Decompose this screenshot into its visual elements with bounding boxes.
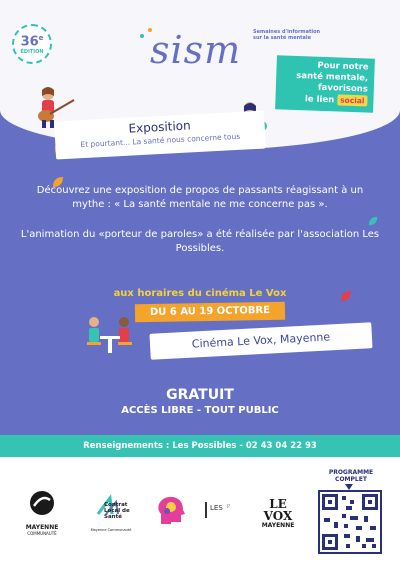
partner-name: LE VOX xyxy=(263,497,293,523)
qr-code[interactable] xyxy=(318,490,382,554)
svg-text:P: P xyxy=(227,504,231,510)
edition-label: ÉDITION xyxy=(20,49,44,56)
schedule-dates: DU 6 AU 19 OCTOBRE xyxy=(135,302,285,323)
partner-cls xyxy=(82,494,140,532)
edition-number: 36e xyxy=(20,34,44,50)
cafe-illustration xyxy=(82,312,138,358)
qr-title: PROGRAMME COMPLET xyxy=(328,469,374,483)
partner-sub: Mayenne Communauté xyxy=(90,528,132,532)
slogan-line: Pour notre xyxy=(317,60,369,73)
partner-mayenne xyxy=(18,490,66,536)
price-label: GRATUIT xyxy=(166,387,234,403)
partner-name: Contrat Local de Santé xyxy=(104,502,130,520)
qr-code-icon xyxy=(320,492,380,552)
access-label: ACCÈS LIBRE - TOUT PUBLIC xyxy=(121,405,279,416)
slogan-line: le lien social xyxy=(281,92,367,107)
slogan-line: favorisons xyxy=(317,82,369,95)
edition-badge xyxy=(12,24,52,64)
partner-les-possibles xyxy=(205,502,245,522)
les-possibles-logo-icon xyxy=(205,502,245,518)
exposition-title: Exposition xyxy=(128,118,192,136)
slogan-highlight: social xyxy=(337,94,368,106)
venue-label: Cinéma Le Vox, Mayenne xyxy=(149,322,372,360)
mayenne-logo-icon xyxy=(29,490,55,516)
schedule-hours: aux horaires du cinéma Le Vox xyxy=(113,288,287,299)
slogan-box xyxy=(275,55,375,112)
animation-paragraph: L'animation du «porteur de paroles» a été réalisée par l'association Les Possibles. xyxy=(20,229,380,254)
partner-name: MAYENNE xyxy=(25,524,59,531)
partner-sub: COMMUNAUTÉ xyxy=(27,531,57,536)
partner-le-vox xyxy=(256,498,300,529)
partner-head-logo xyxy=(150,494,190,532)
partner-sub: MAYENNE xyxy=(261,522,295,529)
exposition-subtitle: Et pourtant... La santé nous concerne tous xyxy=(80,131,241,150)
contact-bar: Renseignements : Les Possibles - 02 43 04 22 93 xyxy=(0,435,400,457)
svg-text:LES: LES xyxy=(210,504,223,512)
intro-paragraph: Découvrez une exposition de propos de passants réagissant à un mythe : « La santé mentale ne me concerne pas ». xyxy=(36,185,364,210)
sism-logo: sism xyxy=(150,28,242,72)
slogan-line: santé mentale, xyxy=(296,70,369,84)
head-profile-icon xyxy=(153,494,187,528)
leaf-icon xyxy=(368,216,378,226)
leaf-icon xyxy=(340,290,352,302)
logo-tagline: Semaines d'information sur la santé mentale xyxy=(253,29,321,41)
